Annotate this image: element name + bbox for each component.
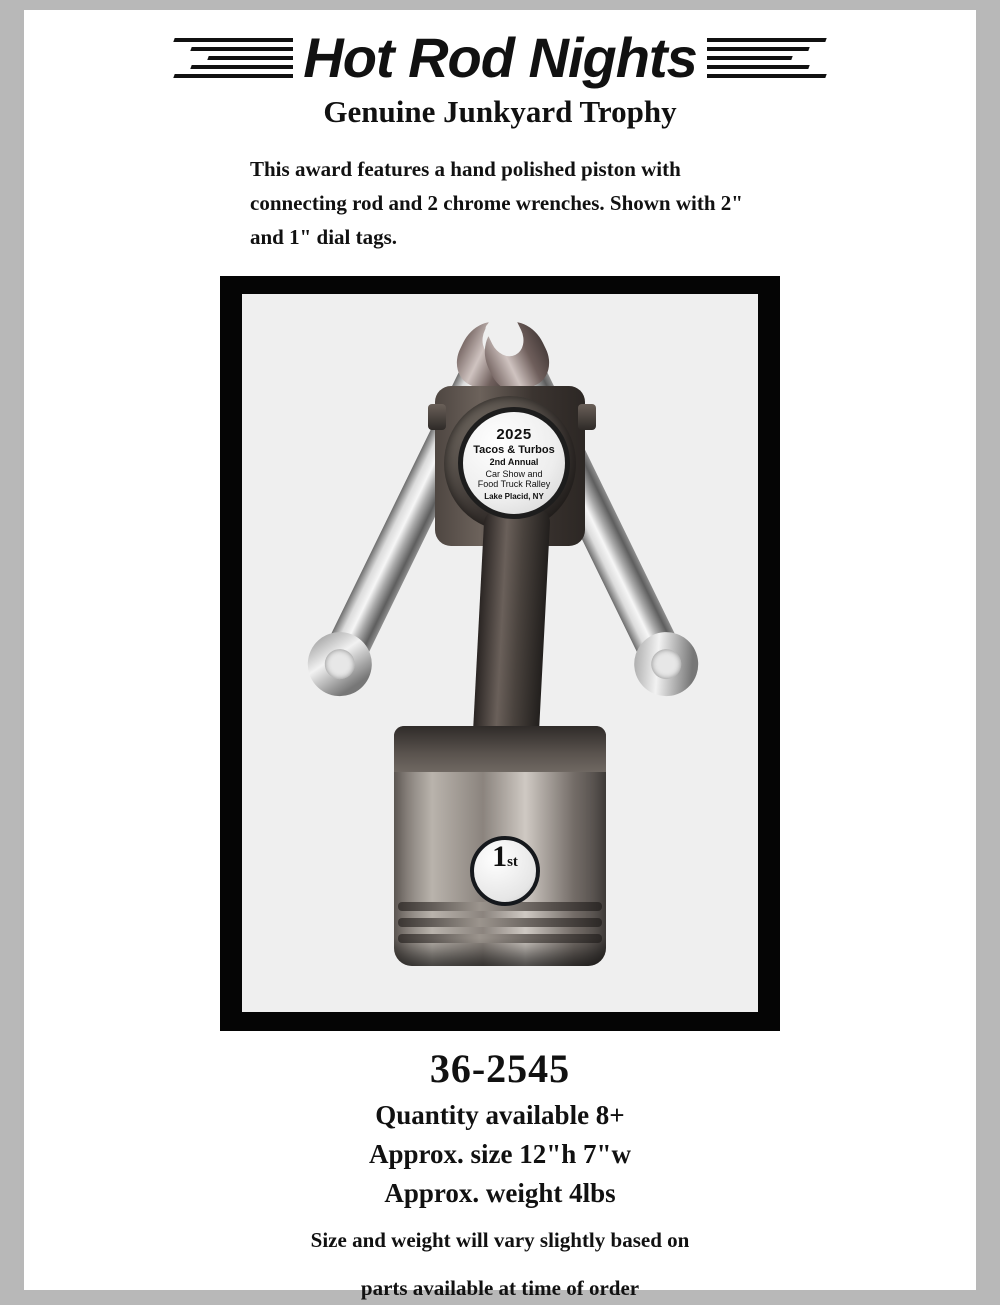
product-description: This award features a hand polished piston with connecting rod and 2 chrome wrenches. Shown with 2" and 1" dial tags. (250, 157, 743, 249)
first-place-number: 1 (492, 840, 508, 873)
dial-tag-medallion (458, 407, 570, 519)
medallion-location: Lake Placid, NY (484, 491, 544, 501)
product-note-line2: parts available at time of order (360, 1276, 640, 1300)
trophy-illustration (242, 294, 758, 1012)
medallion-line2: Food Truck Ralley (477, 478, 551, 489)
brand-title: Hot Rod Nights (293, 28, 706, 88)
product-quantity: Quantity available 8+ (375, 1100, 625, 1130)
flyer-page (24, 10, 976, 1300)
product-photo (242, 294, 758, 1012)
first-place-ordinal: st (507, 854, 518, 870)
rod-bolt-left (428, 404, 446, 430)
medallion-edition: 2nd Annual (489, 456, 539, 467)
product-note-line1: Size and weight will vary slightly based on (310, 1228, 690, 1252)
first-place-tag (470, 836, 540, 906)
product-sku: 36-2545 (429, 1046, 571, 1091)
piston-ring-2 (398, 918, 602, 927)
wrench-box-end-left-icon (297, 621, 383, 707)
piston-crown (394, 726, 606, 772)
product-photo-frame (220, 276, 780, 1031)
product-size: Approx. size 12"h 7"w (369, 1139, 631, 1169)
speed-lines-right-icon (706, 38, 826, 82)
medallion-event: Tacos & Turbos (473, 443, 555, 456)
medallion-line1: Car Show and (485, 468, 543, 479)
piston-skirt-shadow (394, 938, 606, 966)
speed-lines-left-icon (174, 38, 294, 82)
page-subtitle: Genuine Junkyard Trophy (323, 94, 677, 129)
medallion-year: 2025 (496, 425, 532, 443)
rod-bolt-right (578, 404, 596, 430)
product-weight: Approx. weight 4lbs (384, 1178, 616, 1208)
brand-header (24, 28, 976, 90)
wrench-box-end-right-icon (623, 621, 709, 707)
